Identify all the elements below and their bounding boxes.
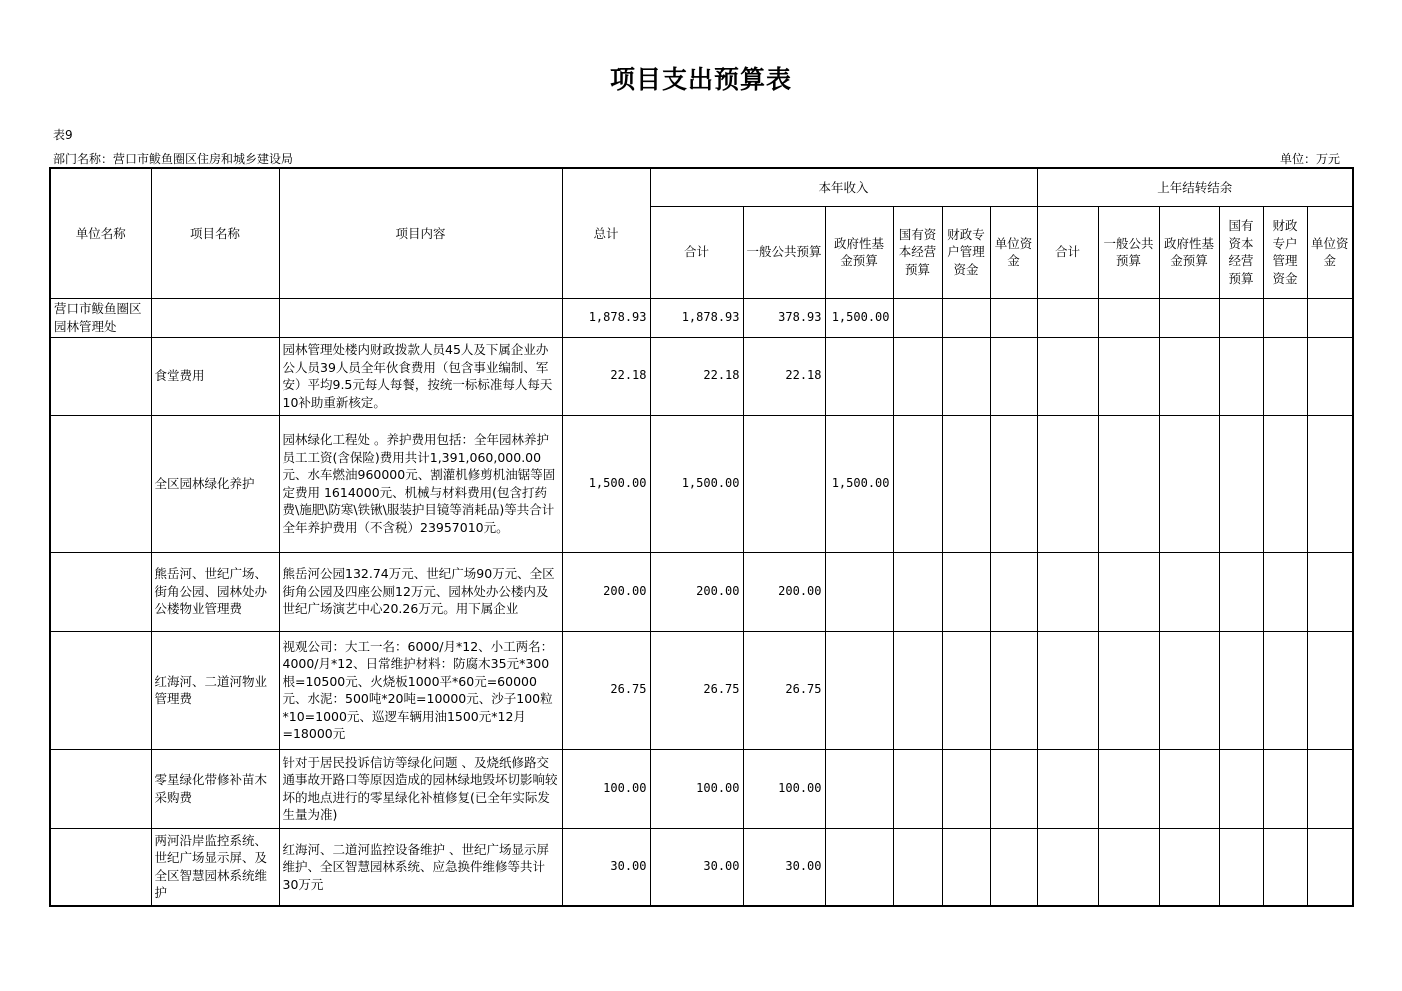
empty-cell — [990, 337, 1037, 415]
project-content-cell: 红海河、二道河监控设备维护 、世纪广场显示屏维护、全区智慧园林系统、应急换件维修等共计30万元 — [279, 828, 562, 906]
empty-cell — [1307, 828, 1353, 906]
department-name: 部门名称：营口市鲅鱼圈区住房和城乡建设局 — [53, 152, 294, 166]
project-name-cell: 熊岳河、世纪广场、街角公园、园林处办公楼物业管理费 — [151, 552, 279, 631]
empty-cell — [1307, 749, 1353, 828]
header-carry-fiscal-special: 财政专户管理资金 — [1263, 206, 1307, 298]
unit-name-cell — [50, 337, 151, 415]
empty-cell — [1219, 631, 1263, 749]
header-current-year: 本年收入 — [650, 168, 1037, 206]
empty-cell — [1098, 337, 1159, 415]
empty-cell — [1307, 415, 1353, 552]
empty-cell — [990, 415, 1037, 552]
empty-cell — [1263, 828, 1307, 906]
general-public-cell: 22.18 — [743, 337, 825, 415]
empty-cell — [1098, 298, 1159, 337]
empty-cell — [1219, 828, 1263, 906]
header-fiscal-special: 财政专户管理资金 — [942, 206, 990, 298]
unit-label: 单位：万元 — [1280, 152, 1341, 166]
empty-cell — [1263, 415, 1307, 552]
table-row — [50, 552, 1353, 631]
empty-cell — [1037, 298, 1098, 337]
unit-name-cell — [50, 415, 151, 552]
header-unit-funds: 单位资金 — [990, 206, 1037, 298]
empty-cell — [1307, 631, 1353, 749]
header-sum: 合计 — [650, 206, 743, 298]
empty-cell — [942, 749, 990, 828]
empty-cell — [1098, 552, 1159, 631]
project-name-cell: 两河沿岸监控系统、世纪广场显示屏、及全区智慧园林系统维护 — [151, 828, 279, 906]
empty-cell — [1219, 298, 1263, 337]
general-public-cell: 26.75 — [743, 631, 825, 749]
empty-cell — [893, 415, 942, 552]
empty-cell — [1098, 415, 1159, 552]
budget-table — [49, 167, 1354, 907]
sum-cell: 1,878.93 — [650, 298, 743, 337]
empty-cell — [1263, 749, 1307, 828]
sum-cell: 30.00 — [650, 828, 743, 906]
empty-cell — [1263, 552, 1307, 631]
empty-cell — [942, 552, 990, 631]
header-project-name: 项目名称 — [151, 168, 279, 298]
gov-fund-cell: 1,500.00 — [825, 298, 893, 337]
unit-name-cell — [50, 749, 151, 828]
header-carry-general-public: 一般公共预算 — [1098, 206, 1159, 298]
empty-cell — [1159, 631, 1219, 749]
empty-cell — [893, 337, 942, 415]
sum-cell: 200.00 — [650, 552, 743, 631]
project-content-cell: 视观公司：大工一名：6000/月*12、小工两名：4000/月*12、日常维护材料：防腐木35元*300根=10500元、火烧板1000平*60元=60000元、水泥：500吨*20吨=10000元、沙子100粒*10=1000元、巡逻车辆用油1500元*12月=18000元 — [279, 631, 562, 749]
empty-cell — [990, 749, 1037, 828]
header-state-capital: 国有资本经营预算 — [893, 206, 942, 298]
empty-cell — [1037, 415, 1098, 552]
total-cell: 200.00 — [562, 552, 650, 631]
empty-cell — [942, 298, 990, 337]
total-cell: 30.00 — [562, 828, 650, 906]
unit-name-cell — [50, 828, 151, 906]
header-unit-name: 单位名称 — [50, 168, 151, 298]
sum-cell: 100.00 — [650, 749, 743, 828]
header-project-content: 项目内容 — [279, 168, 562, 298]
empty-cell — [893, 828, 942, 906]
total-cell: 22.18 — [562, 337, 650, 415]
empty-cell — [1159, 552, 1219, 631]
project-name-cell: 食堂费用 — [151, 337, 279, 415]
sum-cell: 1,500.00 — [650, 415, 743, 552]
header-carry-unit-funds: 单位资金 — [1307, 206, 1353, 298]
header-carry-state-capital: 国有资本经营预算 — [1219, 206, 1263, 298]
empty-cell — [1037, 631, 1098, 749]
gov-fund-cell — [825, 631, 893, 749]
empty-cell — [942, 631, 990, 749]
general-public-cell — [743, 415, 825, 552]
project-content-cell — [279, 298, 562, 337]
empty-cell — [893, 749, 942, 828]
total-cell: 26.75 — [562, 631, 650, 749]
table-row — [50, 749, 1353, 828]
unit-name-cell: 营口市鲅鱼圈区园林管理处 — [50, 298, 151, 337]
empty-cell — [1307, 298, 1353, 337]
general-public-cell: 100.00 — [743, 749, 825, 828]
header-gov-fund: 政府性基金预算 — [825, 206, 893, 298]
empty-cell — [990, 298, 1037, 337]
empty-cell — [942, 415, 990, 552]
sum-cell: 26.75 — [650, 631, 743, 749]
empty-cell — [1098, 631, 1159, 749]
gov-fund-cell — [825, 828, 893, 906]
project-content-cell: 园林管理处楼内财政拨款人员45人及下属企业办公人员39人员全年伙食费用（包含事业编制、军安）平均9.5元每人每餐，按统一标标准每人每天10补助重新核定。 — [279, 337, 562, 415]
empty-cell — [893, 298, 942, 337]
empty-cell — [1037, 337, 1098, 415]
project-name-cell: 红海河、二道河物业管理费 — [151, 631, 279, 749]
empty-cell — [1037, 749, 1098, 828]
project-name-cell: 全区园林绿化养护 — [151, 415, 279, 552]
header-carry-gov-fund: 政府性基金预算 — [1159, 206, 1219, 298]
empty-cell — [990, 631, 1037, 749]
empty-cell — [893, 552, 942, 631]
empty-cell — [942, 828, 990, 906]
table-row — [50, 828, 1353, 906]
project-name-cell — [151, 298, 279, 337]
header-general-public: 一般公共预算 — [743, 206, 825, 298]
page-title: 项目支出预算表 — [609, 65, 792, 94]
empty-cell — [942, 337, 990, 415]
gov-fund-cell: 1,500.00 — [825, 415, 893, 552]
empty-cell — [1307, 552, 1353, 631]
header-carry-sum: 合计 — [1037, 206, 1098, 298]
project-content-cell: 园林绿化工程处 。养护费用包括：全年园林养护员工工资(含保险)费用共计1,391,060,000.00元、水车燃油960000元、割灌机修剪机油锯等固定费用 1614000元、机械与材料费用(包含打药费\施肥\防寒\铁锹\服装护目镜等消耗品)等共合计全年养护费用（不含税）23957010元。 — [279, 415, 562, 552]
total-cell: 100.00 — [562, 749, 650, 828]
table-row — [50, 631, 1353, 749]
empty-cell — [1159, 298, 1219, 337]
table-number: 表9 — [53, 128, 73, 142]
unit-name-cell — [50, 552, 151, 631]
gov-fund-cell — [825, 749, 893, 828]
gov-fund-cell — [825, 337, 893, 415]
general-public-cell: 200.00 — [743, 552, 825, 631]
empty-cell — [1219, 749, 1263, 828]
empty-cell — [1159, 749, 1219, 828]
header-carryover: 上年结转结余 — [1037, 168, 1353, 206]
gov-fund-cell — [825, 552, 893, 631]
empty-cell — [1037, 552, 1098, 631]
sum-cell: 22.18 — [650, 337, 743, 415]
empty-cell — [1307, 337, 1353, 415]
empty-cell — [1159, 415, 1219, 552]
empty-cell — [893, 631, 942, 749]
general-public-cell: 378.93 — [743, 298, 825, 337]
table-row — [50, 415, 1353, 552]
project-name-cell: 零星绿化带修补苗木采购费 — [151, 749, 279, 828]
empty-cell — [1098, 828, 1159, 906]
empty-cell — [1159, 337, 1219, 415]
general-public-cell: 30.00 — [743, 828, 825, 906]
empty-cell — [1263, 337, 1307, 415]
header-row-1 — [50, 168, 1353, 206]
empty-cell — [1159, 828, 1219, 906]
total-cell: 1,500.00 — [562, 415, 650, 552]
empty-cell — [990, 828, 1037, 906]
empty-cell — [1219, 337, 1263, 415]
empty-cell — [1219, 552, 1263, 631]
header-total: 总计 — [562, 168, 650, 298]
project-content-cell: 熊岳河公园132.74万元、世纪广场90万元、全区街角公园及四座公厕12万元、园林处办公楼内及世纪广场演艺中心20.26万元。用下属企业 — [279, 552, 562, 631]
unit-name-cell — [50, 631, 151, 749]
empty-cell — [1037, 828, 1098, 906]
table-row — [50, 298, 1353, 337]
total-cell: 1,878.93 — [562, 298, 650, 337]
project-content-cell: 针对于居民投诉信访等绿化问题 、及烧纸修路交通事故开路口等原因造成的园林绿地毁坏切影响较坏的地点进行的零星绿化补植修复(已全年实际发生量为准) — [279, 749, 562, 828]
empty-cell — [1263, 631, 1307, 749]
empty-cell — [1098, 749, 1159, 828]
empty-cell — [1263, 298, 1307, 337]
empty-cell — [1219, 415, 1263, 552]
empty-cell — [990, 552, 1037, 631]
table-row — [50, 337, 1353, 415]
